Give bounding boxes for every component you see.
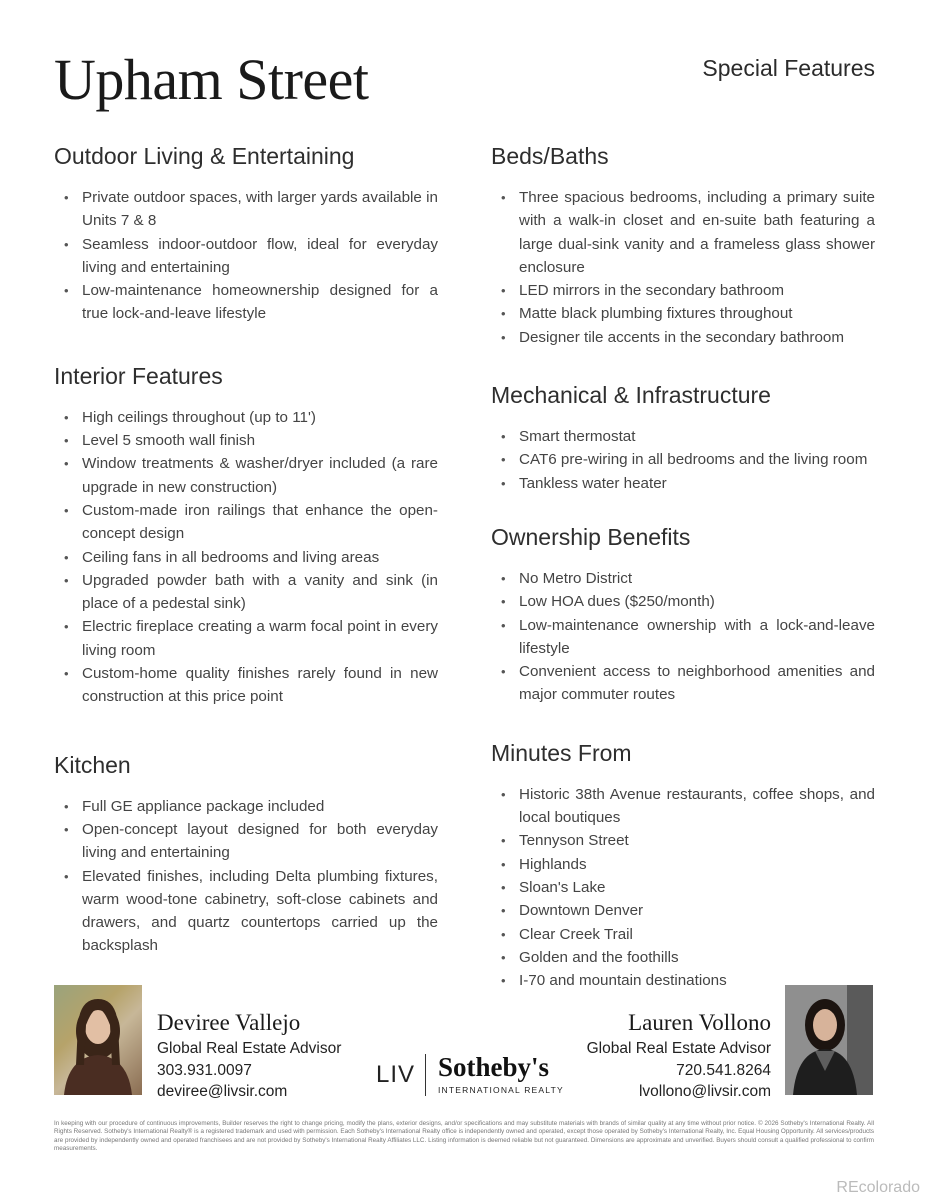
feature-item: • Golden and the foothills <box>491 946 875 969</box>
feature-item: • Open-concept layout designed for both everyday living and entertaining <box>54 818 438 865</box>
feature-item: • Full GE appliance package included <box>54 795 438 818</box>
section-kitchen <box>54 749 438 958</box>
right-column <box>491 140 875 992</box>
section-interior <box>54 360 438 709</box>
page-title: Upham Street <box>54 47 369 112</box>
feature-item: • Historic 38th Avenue restaurants, coffee shops, and local boutiques <box>491 783 875 830</box>
section-outdoor <box>54 140 438 326</box>
agent-photo-deviree <box>54 985 142 1095</box>
feature-item: • Sloan's Lake <box>491 876 875 899</box>
feature-item: • Three spacious bedrooms, including a primary suite with a walk-in closet and en-suite bath featuring a large dual-sink vanity and a frameless glass shower enclosure <box>491 186 875 279</box>
feature-item: • Low HOA dues ($250/month) <box>491 590 875 613</box>
section-beds-baths <box>491 140 875 349</box>
feature-item: • Low-maintenance ownership with a lock-and-leave lifestyle <box>491 614 875 661</box>
section-heading-mechanical: Mechanical & Infrastructure <box>491 382 771 409</box>
feature-item: • Convenient access to neighborhood amenities and major commuter routes <box>491 660 875 707</box>
left-column <box>54 140 438 958</box>
section-heading-beds-baths: Beds/Baths <box>491 143 609 169</box>
logo-liv: LIV <box>376 1061 416 1088</box>
agent-photo-lauren <box>785 985 873 1095</box>
feature-item: • LED mirrors in the secondary bathroom <box>491 279 875 302</box>
feature-item: • Matte black plumbing fixtures throughout <box>491 302 875 325</box>
legal-disclaimer: In keeping with our procedure of continuous improvements, Builder reserves the right to change pricing, modify the plans, exterior designs, and/or specifications and may substitute materials with brands of similar quality at any time without prior notice. © 2026 Sotheby's International Realty. All Rights Reserved. Sotheby's International Realty® is a registered trademark and used with permission. Each Sotheby's International Realty office is independently owned and operated, except those operated by Sotheby's International Realty, Inc. Equal Housing Opportunity. All services/products are provided by independently owned and operated franchisees and are not provided by Sotheby's International Realty Affiliates LLC. Listing information is deemed reliable but not guaranteed. Dimensions are approximate and unverified. Buyers should consult a qualified professional to confirm measurements. <box>54 1120 874 1152</box>
feature-list-ownership <box>491 567 875 707</box>
feature-item: • Smart thermostat <box>491 425 875 448</box>
logo-subtext: INTERNATIONAL REALTY <box>438 1085 564 1095</box>
feature-list-beds-baths <box>491 186 875 349</box>
feature-item: • Upgraded powder bath with a vanity and sink (in place of a pedestal sink) <box>54 569 438 616</box>
feature-item: • Level 5 smooth wall finish <box>54 429 438 452</box>
logo-brand: Sotheby's <box>438 1052 550 1082</box>
feature-item: • Designer tile accents in the secondary bathroom <box>491 326 875 349</box>
page-subtitle: Special Features <box>702 55 875 81</box>
feature-item: • Tankless water heater <box>491 472 875 495</box>
feature-item: • Custom-home quality finishes rarely found in new construction at this price point <box>54 662 438 709</box>
feature-item: • Highlands <box>491 853 875 876</box>
agent-card-lauren <box>587 1008 771 1103</box>
agent-name: Lauren Vollono <box>628 1010 771 1035</box>
logo-divider <box>425 1054 426 1096</box>
feature-item: • CAT6 pre-wiring in all bedrooms and the living room <box>491 448 875 471</box>
agent-role: Global Real Estate Advisor <box>586 1040 771 1057</box>
feature-item: • Electric fireplace creating a warm focal point in every living room <box>54 615 438 662</box>
watermark: REcolorado <box>836 1179 920 1196</box>
feature-item: • High ceilings throughout (up to 11') <box>54 406 438 429</box>
section-minutes-from <box>491 737 875 993</box>
feature-list-outdoor <box>54 186 438 326</box>
feature-item: • Downtown Denver <box>491 899 875 922</box>
section-heading-outdoor: Outdoor Living & Entertaining <box>54 143 355 169</box>
feature-item: • No Metro District <box>491 567 875 590</box>
section-ownership <box>491 521 875 707</box>
feature-item: • Seamless indoor-outdoor flow, ideal for everyday living and entertaining <box>54 233 438 280</box>
agent-name: Deviree Vallejo <box>157 1010 301 1035</box>
section-heading-ownership: Ownership Benefits <box>491 523 691 550</box>
feature-list-interior <box>54 406 438 709</box>
agent-role: Global Real Estate Advisor <box>157 1040 342 1057</box>
agent-phone[interactable]: 303.931.0097 <box>157 1061 252 1079</box>
agent-email[interactable]: lvollono@livsir.com <box>638 1083 771 1100</box>
section-heading-minutes-from: Minutes From <box>491 739 632 766</box>
feature-item: • I-70 and mountain destinations <box>491 969 875 992</box>
feature-item: • Tennyson Street <box>491 829 875 852</box>
section-mechanical <box>491 379 875 495</box>
feature-item: • Elevated finishes, including Delta plumbing fixtures, warm wood-tone cabinetry, soft-close cabinets and drawers, and quartz countertops carried up the backsplash <box>54 865 438 958</box>
feature-item: • Custom-made iron railings that enhance the open-concept design <box>54 499 438 546</box>
agent-card-deviree <box>157 1008 341 1103</box>
feature-list-kitchen <box>54 795 438 958</box>
feature-item: • Private outdoor spaces, with larger yards available in Units 7 & 8 <box>54 186 438 233</box>
feature-item: • Low-maintenance homeownership designed for a true lock-and-leave lifestyle <box>54 279 438 326</box>
agent-phone[interactable]: 720.541.8264 <box>676 1061 771 1079</box>
feature-item: • Clear Creek Trail <box>491 923 875 946</box>
feature-item: • Ceiling fans in all bedrooms and living areas <box>54 546 438 569</box>
feature-list-mechanical <box>491 425 875 495</box>
agent-email[interactable]: deviree@livsir.com <box>157 1083 288 1100</box>
section-heading-kitchen: Kitchen <box>54 751 131 778</box>
feature-list-minutes-from <box>491 783 875 993</box>
feature-item: • Window treatments & washer/dryer included (a rare upgrade in new construction) <box>54 452 438 499</box>
section-heading-interior: Interior Features <box>54 362 223 389</box>
